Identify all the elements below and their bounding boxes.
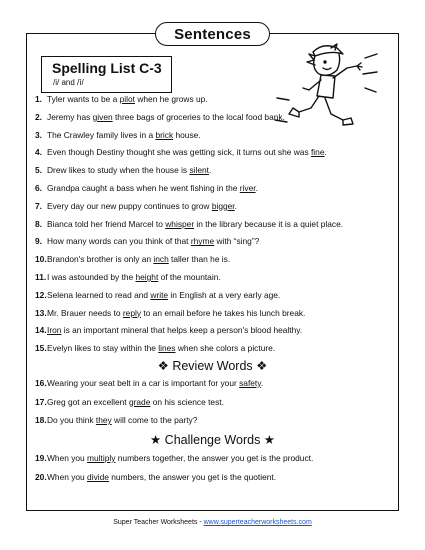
spelling-list-box bbox=[41, 56, 172, 93]
sentence-text: with “sing”? bbox=[214, 236, 260, 247]
sentence-number: 17. bbox=[35, 396, 47, 407]
sentence-number: 18. bbox=[35, 415, 47, 425]
sentence-text: is an important mineral that helps keep a person's blood healthy. bbox=[61, 325, 303, 336]
sentence-text: The Crawley family lives in a bbox=[47, 129, 156, 140]
sentence-row bbox=[35, 130, 201, 141]
sentence-text: . bbox=[234, 200, 237, 211]
sentence-text: Even though Destiny thought she was getting sick, it turns out she was bbox=[47, 147, 311, 158]
sentence-text: will come to the party? bbox=[111, 415, 198, 425]
spelling-word: bigger bbox=[211, 200, 235, 211]
spelling-word: lines bbox=[158, 343, 176, 354]
sentence-text: Jeremy has bbox=[47, 111, 93, 122]
sentence-row bbox=[35, 254, 230, 265]
sentence-row bbox=[35, 183, 258, 194]
sentence-text: Selena learned to read and bbox=[47, 289, 151, 300]
sentence-row bbox=[35, 325, 302, 336]
sentence-text: Greg got an excellent bbox=[47, 396, 129, 407]
sentence-number: 13. bbox=[35, 307, 47, 318]
spelling-list-subtitle: /i/ and /ī/ bbox=[53, 78, 84, 87]
sentence-text: Mr. Brauer needs to bbox=[47, 307, 123, 318]
challenge-words-heading: ★ Challenge Words ★ bbox=[149, 433, 275, 447]
spelling-word: silent bbox=[189, 165, 210, 176]
sentence-number: 9. bbox=[35, 236, 42, 247]
sentence-text: when he grows up. bbox=[135, 94, 208, 104]
sentence-number: 5. bbox=[35, 165, 42, 176]
sentence-number: 8. bbox=[35, 218, 42, 229]
spelling-word: inch bbox=[153, 254, 169, 265]
sentence-text: numbers together, the answer you get is the product. bbox=[115, 453, 314, 463]
sentence-text: When you bbox=[47, 453, 88, 463]
sentence-number: 10. bbox=[35, 254, 47, 265]
spelling-word: safety bbox=[239, 378, 261, 388]
spelling-word: grade bbox=[128, 396, 151, 407]
spelling-word: whisper bbox=[165, 218, 195, 229]
spelling-word: height bbox=[135, 272, 159, 282]
sentence-text: taller than he is. bbox=[168, 254, 231, 265]
sentence-text: . bbox=[324, 147, 327, 158]
sentence-text: Drew likes to study when the house is bbox=[47, 165, 190, 176]
spelling-word: fine bbox=[310, 147, 325, 158]
sentence-text: . bbox=[260, 378, 264, 388]
sentence-row bbox=[35, 378, 263, 389]
sentence-row bbox=[35, 272, 221, 283]
sentence-text: Wearing your seat belt in a car is important for your bbox=[47, 378, 240, 388]
spelling-word: given bbox=[92, 111, 113, 122]
sentence-text: on his science test. bbox=[150, 396, 224, 407]
sentence-text: Do you think bbox=[47, 415, 96, 425]
sentence-row bbox=[35, 94, 208, 105]
sentence-number: 4. bbox=[35, 147, 42, 158]
page-title: Sentences bbox=[155, 22, 270, 46]
footer-brand: Super Teacher Worksheets - bbox=[113, 519, 204, 526]
sentence-row bbox=[35, 472, 276, 483]
sentence-text: numbers, the answer you get is the quotient. bbox=[108, 471, 277, 482]
sentence-row bbox=[35, 112, 285, 123]
sentence-text: Brandon's brother is only an bbox=[47, 254, 154, 265]
sentence-number: 2. bbox=[35, 111, 42, 122]
spelling-word: write bbox=[150, 289, 169, 300]
sentence-text: Grandpa caught a bass when he went fishing in the bbox=[47, 183, 240, 193]
sentence-number: 1. bbox=[35, 94, 42, 104]
sentence-row bbox=[35, 415, 197, 426]
sentence-text: Tyler wants to be a bbox=[47, 94, 120, 104]
sentence-text: When you bbox=[47, 471, 88, 482]
sentence-number: 19. bbox=[35, 453, 47, 463]
spelling-word: river bbox=[239, 183, 256, 193]
sentence-number: 3. bbox=[35, 129, 42, 140]
spelling-word: reply bbox=[122, 307, 142, 318]
spelling-list-title: Spelling List C-3 bbox=[52, 60, 162, 76]
sentence-text: to an email before he takes his lunch break. bbox=[141, 307, 306, 318]
sentence-text: when she colors a picture. bbox=[175, 343, 276, 354]
sentence-number: 12. bbox=[35, 289, 47, 300]
footer bbox=[0, 519, 425, 526]
sentence-text: . bbox=[255, 183, 258, 193]
spelling-word: Iron bbox=[47, 325, 62, 336]
sentence-row bbox=[35, 397, 224, 408]
spelling-word: they bbox=[95, 415, 112, 425]
running-kid-illustration bbox=[273, 38, 383, 138]
sentence-text: house. bbox=[173, 129, 201, 140]
sentence-number: 14. bbox=[35, 325, 47, 336]
sentence-text: of the mountain. bbox=[158, 272, 221, 282]
sentence-row bbox=[35, 343, 275, 354]
sentence-text: Every day our new puppy continues to grow bbox=[47, 200, 212, 211]
spelling-word: brick bbox=[155, 129, 174, 140]
sentence-row bbox=[35, 290, 280, 301]
sentence-text: three bags of groceries to the local food bank. bbox=[112, 111, 285, 122]
sentence-number: 16. bbox=[35, 378, 47, 388]
sentence-text: in English at a very early age. bbox=[168, 289, 281, 300]
sentence-number: 15. bbox=[35, 343, 47, 354]
spelling-word: rhyme bbox=[190, 236, 215, 247]
sentence-text: Bianca told her friend Marcel to bbox=[47, 218, 166, 229]
sentence-row bbox=[35, 308, 305, 319]
spelling-word: pilot bbox=[119, 94, 135, 104]
sentence-row bbox=[35, 147, 327, 158]
sentence-number: 6. bbox=[35, 183, 42, 193]
sentence-text: How many words can you think of that bbox=[47, 236, 191, 247]
spelling-word: multiply bbox=[87, 453, 116, 463]
sentence-row bbox=[35, 165, 211, 176]
sentence-row bbox=[35, 236, 259, 247]
footer-link[interactable]: www.superteacherworksheets.com bbox=[203, 519, 312, 526]
sentence-text: Evelyn likes to stay within the bbox=[47, 343, 159, 354]
sentence-number: 20. bbox=[35, 471, 47, 482]
sentence-row bbox=[35, 453, 313, 464]
sentence-text: I was astounded by the bbox=[47, 272, 136, 282]
sentence-row bbox=[35, 201, 237, 212]
spelling-word: divide bbox=[87, 471, 109, 482]
sentence-row bbox=[35, 219, 343, 230]
review-words-heading: ❖ Review Words ❖ bbox=[157, 359, 268, 373]
sentence-text: in the library because it is a quiet place. bbox=[194, 218, 344, 229]
sentence-number: 7. bbox=[35, 200, 42, 211]
sentence-text: . bbox=[209, 165, 212, 176]
sentence-number: 11. bbox=[35, 272, 47, 282]
